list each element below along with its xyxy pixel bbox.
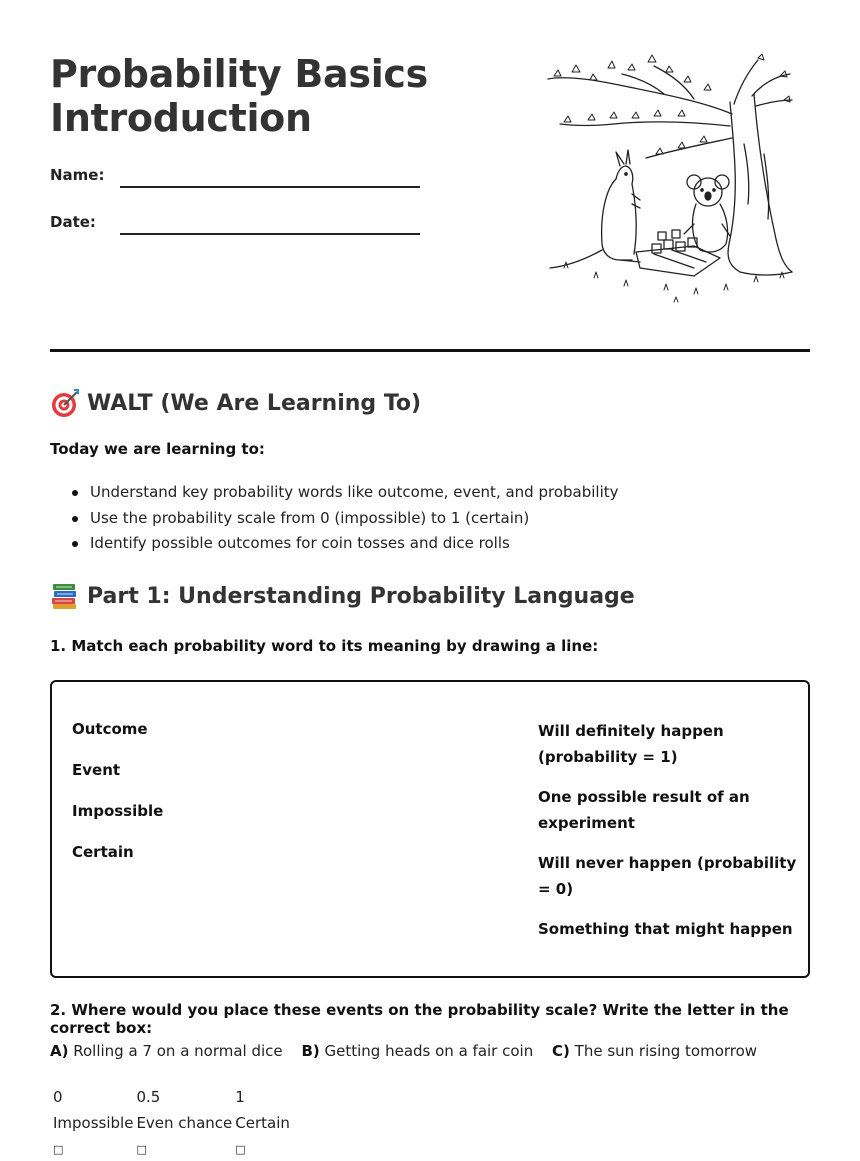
- walt-heading: [50, 388, 421, 418]
- table-row: [50, 1084, 290, 1110]
- event-letter: A): [50, 1042, 69, 1060]
- part1-heading: [50, 581, 635, 611]
- event-text: Rolling a 7 on a normal dice: [73, 1042, 283, 1060]
- event-letter: C): [552, 1042, 570, 1060]
- list-item: Understand key probability words like outcome, event, and probability: [50, 480, 790, 506]
- event-letter: B): [301, 1042, 320, 1060]
- date-line[interactable]: [120, 233, 420, 235]
- target-icon: [50, 388, 80, 418]
- matching-box: [50, 680, 810, 978]
- scale-value: 0.5: [136, 1088, 161, 1106]
- worksheet-header: [50, 52, 810, 312]
- event-options: [50, 1042, 771, 1060]
- walt-intro: Today we are learning to:: [50, 440, 265, 458]
- walt-heading-text: WALT (We Are Learning To): [87, 390, 422, 416]
- name-label: Name:: [50, 166, 105, 184]
- match-word-event[interactable]: Event: [72, 761, 121, 779]
- table-row: [50, 1110, 290, 1136]
- name-line[interactable]: [120, 186, 420, 188]
- title-line-1: Probability Basics: [50, 52, 428, 96]
- probability-scale-table: [50, 1084, 290, 1161]
- match-word-certain[interactable]: Certain: [72, 843, 134, 861]
- table-row: [50, 1136, 290, 1161]
- title-line-2: Introduction: [50, 96, 312, 140]
- name-field[interactable]: [50, 166, 420, 196]
- match-definitions: [538, 718, 798, 956]
- match-word-outcome[interactable]: Outcome: [72, 720, 148, 738]
- header-divider: [50, 349, 810, 352]
- walt-list: [50, 480, 790, 557]
- list-item: Identify possible outcomes for coin tosses and dice rolls: [50, 531, 790, 557]
- scale-label: Certain: [235, 1114, 290, 1132]
- match-words: [72, 718, 163, 882]
- scale-label: Impossible: [53, 1114, 134, 1132]
- match-definition[interactable]: Will definitely happen (probability = 1): [538, 722, 724, 766]
- kangaroo-koala-tree-dice-illustration: [544, 54, 796, 306]
- date-label: Date:: [50, 213, 96, 231]
- answer-box-certain[interactable]: □: [235, 1142, 246, 1156]
- books-icon: [50, 581, 80, 611]
- part1-heading-text: Part 1: Understanding Probability Language: [87, 583, 635, 609]
- question-2: 2. Where would you place these events on the probability scale? Write the letter in the correct box:: [50, 1001, 789, 1037]
- question-1: 1. Match each probability word to its meaning by drawing a line:: [50, 637, 599, 655]
- scale-value: 1: [235, 1088, 245, 1106]
- match-definition[interactable]: Will never happen (probability = 0): [538, 854, 797, 898]
- event-a: [50, 1042, 283, 1060]
- date-field[interactable]: [50, 213, 420, 243]
- scale-label: Even chance: [136, 1114, 233, 1132]
- match-definition[interactable]: Something that might happen: [538, 920, 793, 938]
- answer-box-even[interactable]: □: [136, 1142, 147, 1156]
- match-word-impossible[interactable]: Impossible: [72, 802, 164, 820]
- list-item: Use the probability scale from 0 (impossible) to 1 (certain): [50, 506, 790, 532]
- match-definition[interactable]: One possible result of an experiment: [538, 788, 750, 832]
- answer-box-impossible[interactable]: □: [53, 1142, 64, 1156]
- scale-value: 0: [53, 1088, 63, 1106]
- event-text: Getting heads on a fair coin: [324, 1042, 534, 1060]
- event-c: [552, 1042, 757, 1060]
- worksheet-page: [50, 0, 810, 1161]
- event-b: [301, 1042, 533, 1060]
- event-text: The sun rising tomorrow: [574, 1042, 758, 1060]
